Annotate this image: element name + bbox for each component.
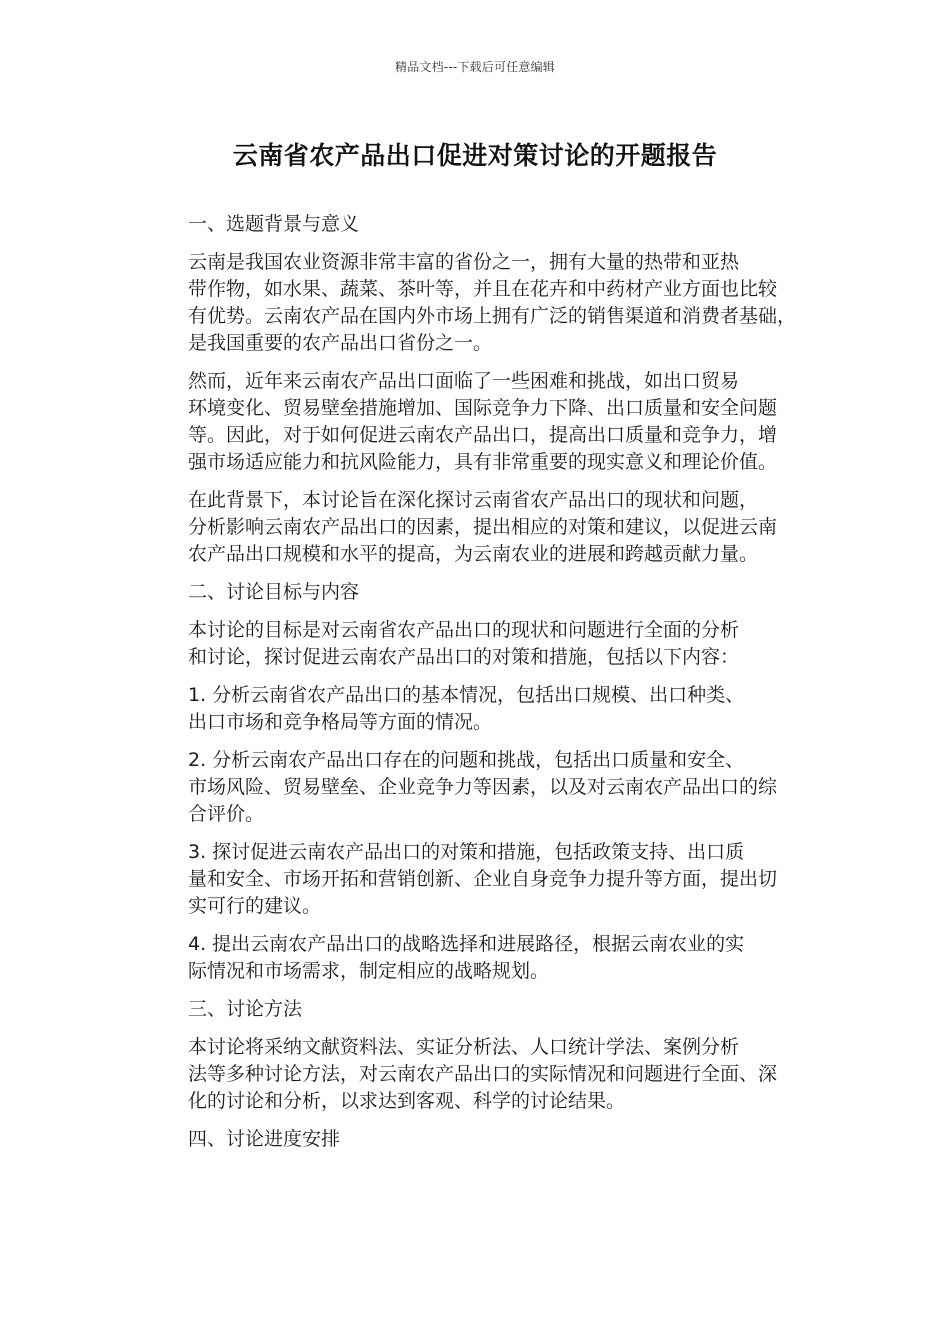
text-line: 二、讨论目标与内容 (188, 581, 360, 603)
text-line: 市场风险、贸易壁垒、企业竞争力等因素，以及对云南农产品出口的综 (188, 776, 778, 798)
text-line: 际情况和市场需求，制定相应的战略规划。 (188, 960, 550, 982)
text-line: 3. 探讨促进云南农产品出口的对策和措施，包括政策支持、出口质 (188, 841, 745, 863)
text-line: 四、讨论进度安排 (188, 1128, 341, 1150)
body-paragraph (145, 617, 805, 671)
text-line: 农产品出口规模和水平的提高，为云南农业的进展和跨越贡献力量。 (188, 543, 759, 565)
text-line: 和讨论，探讨促进云南农产品出口的对策和措施，包括以下内容： (188, 646, 740, 668)
text-line: 是我国重要的农产品出口省份之一。 (188, 332, 493, 354)
body-paragraph (145, 747, 805, 828)
text-line: 1. 分析云南省农产品出口的基本情况，包括出口规模、出口种类、 (188, 684, 745, 706)
section-heading (145, 579, 805, 606)
text-line: 本讨论的目标是对云南省农产品出口的现状和问题进行全面的分析 (188, 619, 740, 641)
body-paragraph (145, 931, 805, 985)
section-heading (145, 996, 805, 1023)
section-heading (145, 211, 805, 238)
text-line: 环境变化、贸易壁垒措施增加、国际竞争力下降、出口质量和安全问题 (188, 397, 778, 419)
text-line: 2. 分析云南农产品出口存在的问题和挑战，包括出口质量和安全、 (188, 749, 745, 771)
text-line: 在此背景下，本讨论旨在深化探讨云南省农产品出口的现状和问题， (188, 489, 759, 511)
body-paragraph (145, 487, 805, 568)
text-line: 一、选题背景与意义 (188, 213, 360, 235)
text-line: 4. 提出云南农产品出口的战略选择和进展路径，根据云南农业的实 (188, 933, 745, 955)
text-line: 带作物，如水果、蔬菜、茶叶等，并且在花卉和中药材产业方面也比较 (188, 278, 778, 300)
text-line: 合评价。 (188, 803, 265, 825)
text-line: 化的讨论和分析，以求达到客观、科学的讨论结果。 (188, 1090, 626, 1112)
text-line: 法等多种讨论方法，对云南农产品出口的实际情况和问题进行全面、深 (188, 1063, 778, 1085)
text-line: 三、讨论方法 (188, 998, 303, 1020)
text-line: 量和安全、市场开拓和营销创新、企业自身竞争力提升等方面，提出切 (188, 868, 778, 890)
text-line: 分析影响云南农产品出口的因素，提出相应的对策和建议，以促进云南 (188, 516, 778, 538)
text-line: 有优势。云南农产品在国内外市场上拥有广泛的销售渠道和消费者基础， (188, 305, 797, 327)
document-body (145, 211, 805, 1164)
body-paragraph (145, 1034, 805, 1115)
section-heading (145, 1126, 805, 1153)
text-line: 本讨论将采纳文献资料法、实证分析法、人口统计学法、案例分析 (188, 1036, 740, 1058)
document-title: 云南省农产品出口促进对策讨论的开题报告 (232, 141, 718, 170)
body-paragraph (145, 368, 805, 476)
text-line: 然而，近年来云南农产品出口面临了一些困难和挑战，如出口贸易 (188, 370, 740, 392)
text-line: 等。因此，对于如何促进云南农产品出口，提高出口质量和竞争力，增 (188, 424, 778, 446)
text-line: 出口市场和竞争格局等方面的情况。 (188, 711, 493, 733)
text-line: 云南是我国农业资源非常丰富的省份之一，拥有大量的热带和亚热 (188, 251, 740, 273)
text-line: 实可行的建议。 (188, 895, 322, 917)
body-paragraph (145, 249, 805, 357)
body-paragraph (145, 682, 805, 736)
page-header-note: 精品文档---下载后可任意编辑 (395, 60, 555, 74)
text-line: 强市场适应能力和抗风险能力，具有非常重要的现实意义和理论价值。 (188, 451, 778, 473)
body-paragraph (145, 839, 805, 920)
